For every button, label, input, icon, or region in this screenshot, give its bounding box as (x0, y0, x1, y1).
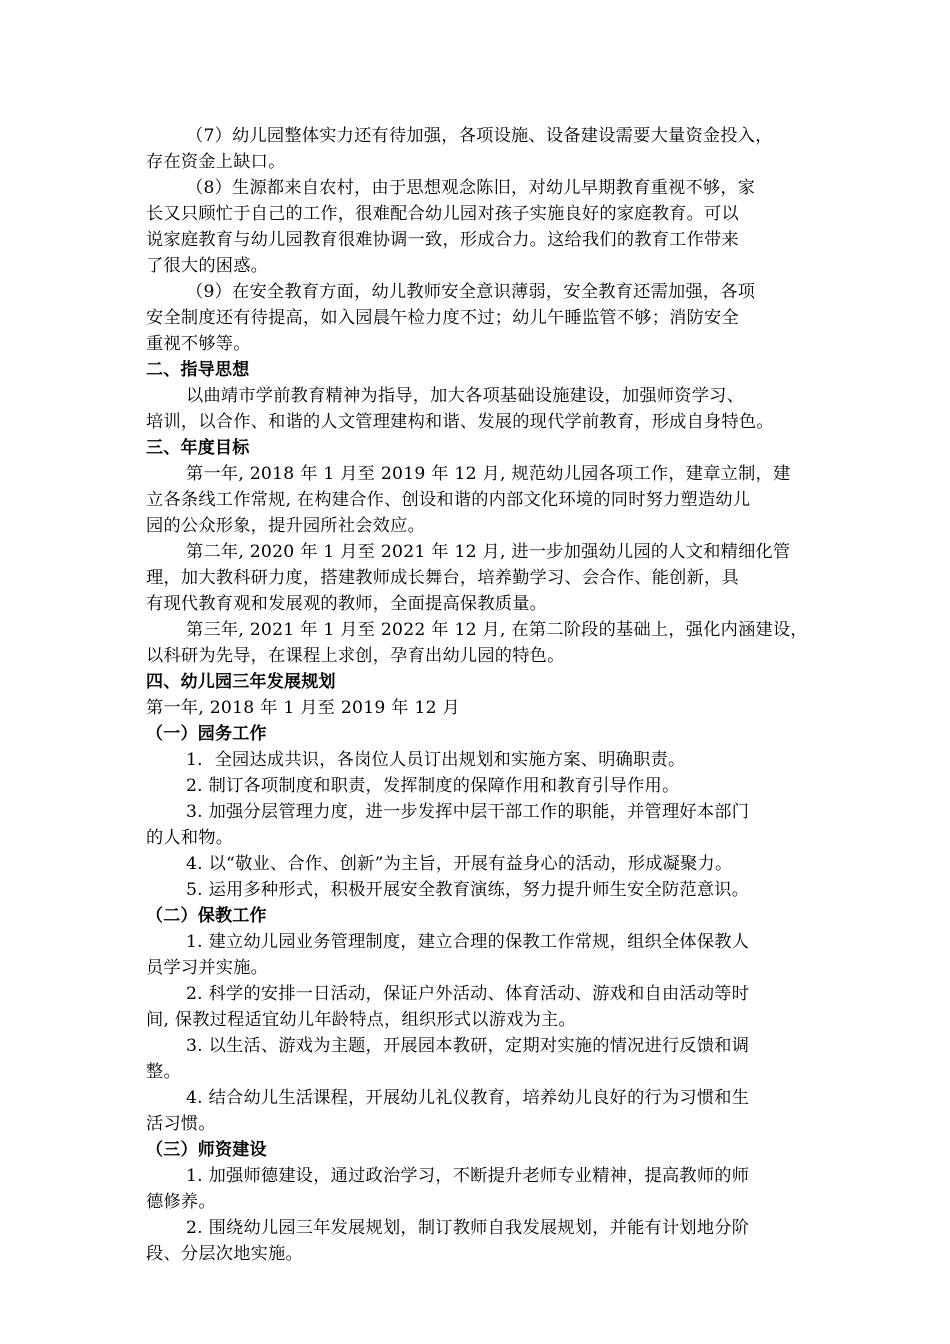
paragraph-line: 以科研为先导，在课程上求创，孕育出幼儿园的特色。 (146, 646, 565, 666)
subsection-heading: （三）师资建设 (146, 1140, 267, 1160)
paragraph-line: 重视不够等。 (146, 334, 251, 354)
paragraph-line: 3. 以生活、游戏为主题，开展园本教研，定期对实施的情况进行反馈和调 (186, 1036, 750, 1056)
section-heading: 四、幼儿园三年发展规划 (146, 672, 336, 692)
paragraph-line: 说家庭教育与幼儿园教育很难协调一致，形成合力。这给我们的教育工作带来 (146, 230, 739, 250)
paragraph-line: 5. 运用多种形式，积极开展安全教育演练，努力提升师生安全防范意识。 (186, 880, 750, 900)
paragraph-line: 间, 保教过程适宜幼儿年龄特点，组织形式以游戏为主。 (146, 1010, 576, 1030)
paragraph-line: （9）在安全教育方面，幼儿教师安全意识薄弱，安全教育还需加强，各项 (186, 282, 756, 302)
paragraph-line: 的人和物。 (146, 828, 234, 848)
paragraph-line: 培训，以合作、和谐的人文管理建构和谐、发展的现代学前教育，形成自身特色。 (146, 412, 774, 432)
paragraph-line: 第一年, 2018 年 1 月至 2019 年 12 月, 规范幼儿园各项工作，建章立制，建 (186, 464, 791, 484)
paragraph-line: 活习惯。 (146, 1114, 216, 1134)
paragraph-line: 存在资金上缺口。 (146, 152, 286, 172)
paragraph-line: 理，加大教科研力度，搭建教师成长舞台，培养勤学习、会合作、能创新，具 (146, 568, 739, 588)
paragraph-line: （7）幼儿园整体实力还有待加强，各项设施、设备建设需要大量资金投入， (186, 126, 773, 146)
paragraph-line: 德修养。 (146, 1192, 216, 1212)
section-heading: 二、指导思想 (146, 360, 250, 380)
paragraph-line: 1．全园达成共识，各岗位人员订出规划和实施方案、明确职责。 (186, 750, 686, 770)
paragraph-line: 第三年, 2021 年 1 月至 2022 年 12 月, 在第二阶段的基础上，强化内涵建设， (186, 620, 808, 640)
paragraph-line: （8）生源都来自农村，由于思想观念陈旧，对幼儿早期教育重视不够，家 (186, 178, 756, 198)
paragraph-line: 立各条线工作常规, 在构建合作、创设和谐的内部文化环境的同时努力塑造幼儿 (146, 490, 751, 510)
paragraph-line: 安全制度还有待提高，如入园晨午检力度不过；幼儿午睡监管不够；消防安全 (146, 308, 739, 328)
paragraph-line: 以曲靖市学前教育精神为指导，加大各项基础设施建设，加强师资学习、 (186, 386, 745, 406)
paragraph-line: 1. 建立幼儿园业务管理制度，建立合理的保教工作常规，组织全体保教人 (186, 932, 750, 952)
paragraph-line: 了很大的困惑。 (146, 256, 269, 276)
paragraph-line: 2. 科学的安排一日活动，保证户外活动、体育活动、游戏和自由活动等时 (186, 984, 750, 1004)
paragraph-line: 员学习并实施。 (146, 958, 269, 978)
paragraph-line: 长又只顾忙于自己的工作，很难配合幼儿园对孩子实施良好的家庭教育。可以 (146, 204, 739, 224)
paragraph-line: 段、分层次地实施。 (146, 1244, 303, 1264)
paragraph-line: 整。 (146, 1062, 181, 1082)
subsection-heading: （二）保教工作 (146, 906, 267, 926)
paragraph-line: 4. 以“敬业、合作、创新”为主旨，开展有益身心的活动，形成凝聚力。 (186, 854, 733, 874)
paragraph-line: 2. 围绕幼儿园三年发展规划，制订教师自我发展规划，并能有计划地分阶 (186, 1218, 750, 1238)
subsection-heading: （一）园务工作 (146, 724, 267, 744)
paragraph-line: 有现代教育观和发展观的教师，全面提高保教质量。 (146, 594, 548, 614)
paragraph-line: 1. 加强师德建设，通过政治学习，不断提升老师专业精神，提高教师的师 (186, 1166, 750, 1186)
paragraph-line: 3. 加强分层管理力度，进一步发挥中层干部工作的职能，并管理好本部门 (186, 802, 750, 822)
paragraph-line: 第二年, 2020 年 1 月至 2021 年 12 月, 进一步加强幼儿园的人文和精细化管 (186, 542, 791, 562)
paragraph-line: 4. 结合幼儿生活课程，开展幼儿礼仪教育，培养幼儿良好的行为习惯和生 (186, 1088, 750, 1108)
section-heading: 三、年度目标 (146, 438, 250, 458)
paragraph-line: 第一年, 2018 年 1 月至 2019 年 12 月 (146, 698, 460, 718)
paragraph-line: 园的公众形象，提升园所社会效应。 (146, 516, 426, 536)
paragraph-line: 2. 制订各项制度和职责，发挥制度的保障作用和教育引导作用。 (186, 776, 680, 796)
